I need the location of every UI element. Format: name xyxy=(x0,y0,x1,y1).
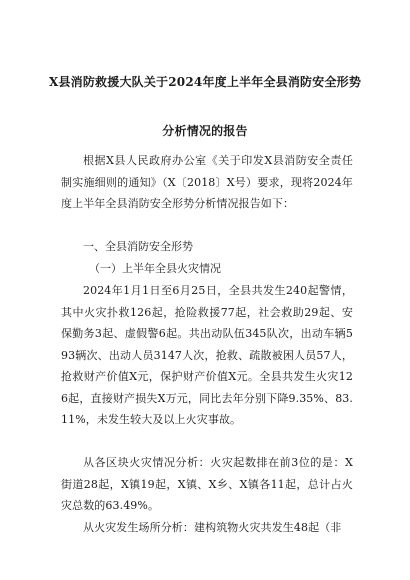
fire-stats-paragraph: 2024年1月1日至6月25日，全县共发生240起警情，其中火灾扑救126起，抢险救援77起，社会救助29起、安保勤务3起、虚假警6起。共出动队伍345队次，出动车辆593辆次、出动人员3147人次，抢救、疏散被困人员57人，抢救财产价值X元，保护财产价值X元。全县共发生火灾126起，直接财产损失X万元，同比去年分别下降9.35%、83.11%，未发生较大及以上火灾事故。 xyxy=(61,284,353,426)
location-analysis-paragraph: 从火灾发生场所分析：建构筑物火灾共发生48起（非 xyxy=(83,521,342,534)
intro-paragraph: 根据X县人民政府办公室《关于印发X县消防安全责任制实施细则的通知》（X〔2018〕X号）要求，现将2024年度上半年全县消防安全形势分析情况报告如下： xyxy=(61,154,353,210)
area-analysis-paragraph: 从各区块火灾情况分析：火灾起数排在前3位的是：X街道28起，X镇19起，X镇、X乡、X镇各11起，总计占火灾总数的63.49%。 xyxy=(61,456,353,512)
subsection-heading-1: （一）上半年全县火灾情况 xyxy=(89,262,221,275)
section-heading-1: 一、全县消防安全形势 xyxy=(83,240,193,253)
document-title-line2: 分析情况的报告 xyxy=(162,124,248,138)
document-title-line1: X县消防救援大队关于2024年度上半年全县消防安全形势 xyxy=(48,75,362,89)
